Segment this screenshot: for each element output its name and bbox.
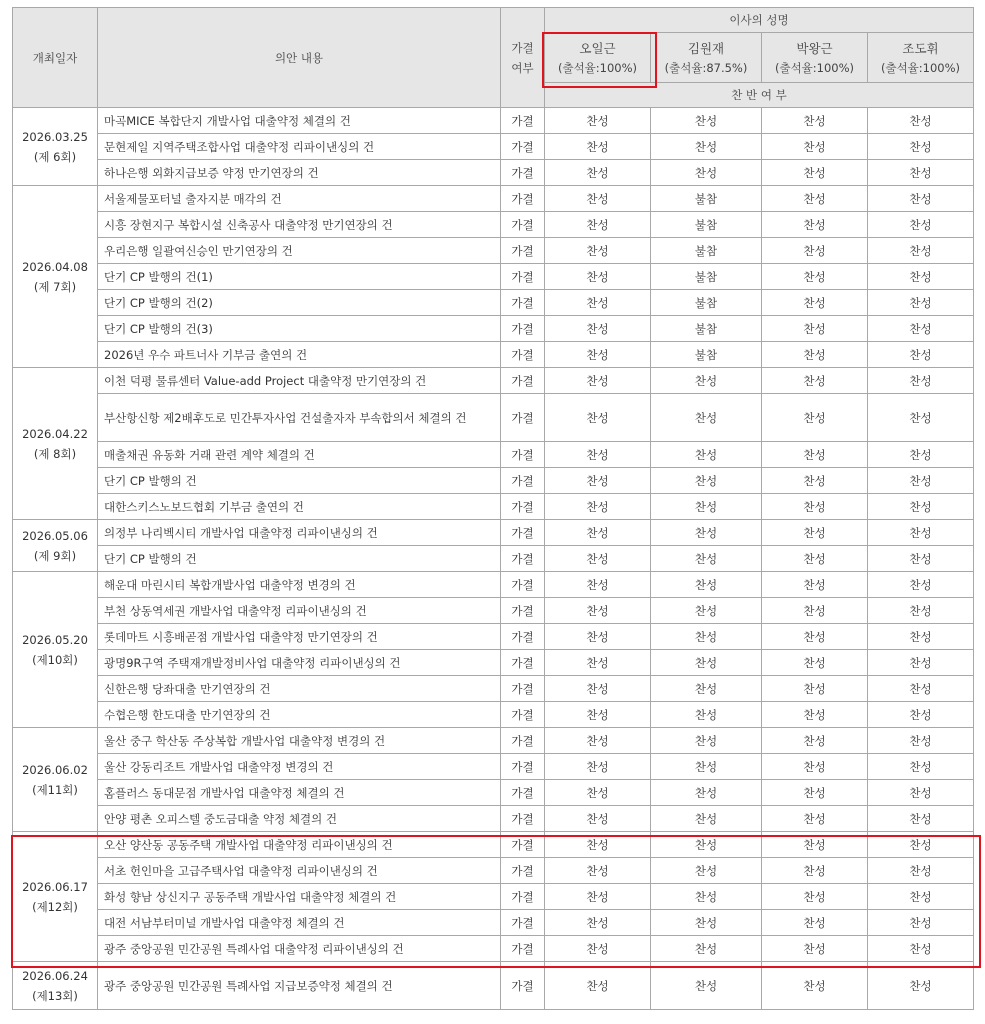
agenda-cell: 대한스키스노보드협회 기부금 출연의 건 bbox=[98, 494, 501, 520]
vote-cell: 찬성 bbox=[868, 962, 974, 1010]
agenda-cell: 우리은행 일괄여신승인 만기연장의 건 bbox=[98, 238, 501, 264]
table-row bbox=[13, 238, 974, 264]
vote-cell: 찬성 bbox=[651, 780, 762, 806]
vote-cell: 찬성 bbox=[762, 702, 868, 728]
vote-cell: 찬성 bbox=[762, 780, 868, 806]
table-row bbox=[13, 884, 974, 910]
result-cell: 가결 bbox=[501, 884, 545, 910]
vote-cell: 찬성 bbox=[762, 572, 868, 598]
meeting-session: (제10회) bbox=[32, 652, 78, 667]
director-attendance: (출석율:100%) bbox=[774, 60, 855, 75]
vote-cell: 찬성 bbox=[762, 676, 868, 702]
agenda-cell: 단기 CP 발행의 건 bbox=[98, 546, 501, 572]
table-row bbox=[13, 728, 974, 754]
vote-cell: 찬성 bbox=[868, 936, 974, 962]
vote-cell: 불참 bbox=[651, 186, 762, 212]
table-row bbox=[13, 290, 974, 316]
vote-cell: 찬성 bbox=[651, 494, 762, 520]
vote-cell: 찬성 bbox=[545, 936, 651, 962]
agenda-cell: 마곡MICE 복합단지 개발사업 대출약정 체결의 건 bbox=[98, 108, 501, 134]
vote-cell: 찬성 bbox=[868, 910, 974, 936]
vote-cell: 찬성 bbox=[545, 134, 651, 160]
director-header bbox=[762, 33, 868, 83]
vote-cell: 찬성 bbox=[545, 186, 651, 212]
vote-cell: 찬성 bbox=[651, 962, 762, 1010]
result-cell: 가결 bbox=[501, 316, 545, 342]
agenda-cell: 홈플러스 동대문점 개발사업 대출약정 체결의 건 bbox=[98, 780, 501, 806]
vote-cell: 찬성 bbox=[651, 394, 762, 442]
vote-cell: 찬성 bbox=[545, 238, 651, 264]
vote-cell: 찬성 bbox=[868, 468, 974, 494]
vote-cell: 찬성 bbox=[868, 442, 974, 468]
meeting-date-cell bbox=[13, 728, 98, 832]
table-row bbox=[13, 572, 974, 598]
meeting-date: 2026.06.02 bbox=[22, 762, 88, 777]
vote-cell: 찬성 bbox=[762, 858, 868, 884]
vote-cell: 찬성 bbox=[545, 598, 651, 624]
table-body bbox=[13, 108, 974, 1010]
agenda-cell: 부천 상동역세권 개발사업 대출약정 리파이낸싱의 건 bbox=[98, 598, 501, 624]
vote-cell: 찬성 bbox=[545, 650, 651, 676]
meeting-date: 2026.03.25 bbox=[22, 129, 88, 144]
table-row bbox=[13, 962, 974, 1010]
header-agenda: 의안 내용 bbox=[98, 8, 501, 108]
meeting-date: 2026.04.22 bbox=[22, 426, 88, 441]
meeting-date-cell bbox=[13, 108, 98, 186]
vote-cell: 찬성 bbox=[545, 910, 651, 936]
agenda-cell: 광명9R구역 주택재개발정비사업 대출약정 리파이낸싱의 건 bbox=[98, 650, 501, 676]
vote-cell: 찬성 bbox=[762, 108, 868, 134]
result-cell: 가결 bbox=[501, 806, 545, 832]
vote-cell: 찬성 bbox=[762, 186, 868, 212]
result-cell: 가결 bbox=[501, 290, 545, 316]
result-cell: 가결 bbox=[501, 598, 545, 624]
header-directors-group: 이사의 성명 bbox=[545, 8, 974, 33]
table-row bbox=[13, 134, 974, 160]
agenda-cell: 서울제물포터널 출자지분 매각의 건 bbox=[98, 186, 501, 212]
vote-cell: 찬성 bbox=[651, 520, 762, 546]
table-row bbox=[13, 650, 974, 676]
vote-cell: 찬성 bbox=[868, 884, 974, 910]
vote-cell: 불참 bbox=[651, 238, 762, 264]
agenda-cell: 수협은행 한도대출 만기연장의 건 bbox=[98, 702, 501, 728]
table-row bbox=[13, 186, 974, 212]
vote-cell: 찬성 bbox=[868, 134, 974, 160]
table-row bbox=[13, 910, 974, 936]
agenda-cell: 안양 평촌 오피스텔 중도금대출 약정 체결의 건 bbox=[98, 806, 501, 832]
agenda-cell: 매출채권 유동화 거래 관련 계약 체결의 건 bbox=[98, 442, 501, 468]
vote-cell: 찬성 bbox=[762, 650, 868, 676]
vote-cell: 찬성 bbox=[762, 316, 868, 342]
result-cell: 가결 bbox=[501, 728, 545, 754]
table-row bbox=[13, 108, 974, 134]
agenda-cell: 대전 서남부터미널 개발사업 대출약정 체결의 건 bbox=[98, 910, 501, 936]
result-cell: 가결 bbox=[501, 108, 545, 134]
vote-cell: 찬성 bbox=[868, 546, 974, 572]
vote-cell: 찬성 bbox=[868, 728, 974, 754]
vote-cell: 찬성 bbox=[651, 702, 762, 728]
vote-cell: 찬성 bbox=[545, 884, 651, 910]
board-resolution-table bbox=[12, 7, 974, 1010]
vote-cell: 찬성 bbox=[868, 858, 974, 884]
table-row bbox=[13, 316, 974, 342]
vote-cell: 찬성 bbox=[868, 394, 974, 442]
vote-cell: 찬성 bbox=[651, 572, 762, 598]
vote-cell: 찬성 bbox=[651, 728, 762, 754]
result-cell: 가결 bbox=[501, 624, 545, 650]
vote-cell: 찬성 bbox=[651, 858, 762, 884]
vote-cell: 찬성 bbox=[762, 494, 868, 520]
vote-cell: 찬성 bbox=[762, 134, 868, 160]
vote-cell: 찬성 bbox=[762, 624, 868, 650]
result-cell: 가결 bbox=[501, 212, 545, 238]
vote-cell: 찬성 bbox=[545, 468, 651, 494]
vote-cell: 찬성 bbox=[545, 342, 651, 368]
header-result-line1: 가결 bbox=[511, 40, 534, 55]
vote-cell: 찬성 bbox=[545, 754, 651, 780]
agenda-cell: 신한은행 당좌대출 만기연장의 건 bbox=[98, 676, 501, 702]
result-cell: 가결 bbox=[501, 468, 545, 494]
meeting-session: (제 9회) bbox=[33, 548, 77, 563]
vote-cell: 찬성 bbox=[762, 160, 868, 186]
director-header bbox=[545, 33, 651, 83]
meeting-date: 2026.04.08 bbox=[22, 259, 88, 274]
vote-cell: 찬성 bbox=[651, 650, 762, 676]
result-cell: 가결 bbox=[501, 702, 545, 728]
result-cell: 가결 bbox=[501, 494, 545, 520]
vote-cell: 불참 bbox=[651, 212, 762, 238]
vote-cell: 찬성 bbox=[762, 342, 868, 368]
table-row bbox=[13, 936, 974, 962]
agenda-cell: 단기 CP 발행의 건 bbox=[98, 468, 501, 494]
vote-cell: 찬성 bbox=[651, 884, 762, 910]
agenda-cell: 광주 중앙공원 민간공원 특례사업 지급보증약정 체결의 건 bbox=[98, 962, 501, 1010]
meeting-date-cell bbox=[13, 186, 98, 368]
header-result-line2: 여부 bbox=[511, 60, 534, 75]
agenda-cell: 단기 CP 발행의 건(2) bbox=[98, 290, 501, 316]
result-cell: 가결 bbox=[501, 134, 545, 160]
table-row bbox=[13, 160, 974, 186]
vote-cell: 찬성 bbox=[762, 212, 868, 238]
vote-cell: 찬성 bbox=[868, 160, 974, 186]
vote-cell: 찬성 bbox=[868, 650, 974, 676]
result-cell: 가결 bbox=[501, 238, 545, 264]
vote-cell: 찬성 bbox=[868, 238, 974, 264]
vote-cell: 찬성 bbox=[545, 442, 651, 468]
vote-cell: 찬성 bbox=[868, 494, 974, 520]
meeting-date: 2026.05.06 bbox=[22, 528, 88, 543]
agenda-cell: 화성 향남 상신지구 공동주택 개발사업 대출약정 체결의 건 bbox=[98, 884, 501, 910]
result-cell: 가결 bbox=[501, 910, 545, 936]
director-header bbox=[651, 33, 762, 83]
meeting-session: (제 8회) bbox=[33, 446, 77, 461]
table-row bbox=[13, 754, 974, 780]
meeting-date: 2026.05.20 bbox=[22, 632, 88, 647]
vote-cell: 찬성 bbox=[545, 806, 651, 832]
header-vote-group: 찬 반 여 부 bbox=[545, 83, 974, 108]
vote-cell: 찬성 bbox=[762, 754, 868, 780]
vote-cell: 찬성 bbox=[762, 728, 868, 754]
vote-cell: 찬성 bbox=[651, 936, 762, 962]
vote-cell: 찬성 bbox=[545, 290, 651, 316]
vote-cell: 찬성 bbox=[762, 806, 868, 832]
vote-cell: 찬성 bbox=[545, 368, 651, 394]
meeting-session: (제 7회) bbox=[33, 279, 77, 294]
director-name: 오일근 bbox=[579, 40, 616, 56]
director-name: 박왕근 bbox=[796, 40, 833, 56]
table-row bbox=[13, 624, 974, 650]
vote-cell: 찬성 bbox=[762, 520, 868, 546]
table-row bbox=[13, 468, 974, 494]
vote-cell: 찬성 bbox=[762, 264, 868, 290]
meeting-date: 2026.06.17 bbox=[22, 879, 88, 894]
vote-cell: 찬성 bbox=[762, 962, 868, 1010]
vote-cell: 찬성 bbox=[762, 546, 868, 572]
vote-cell: 찬성 bbox=[651, 546, 762, 572]
vote-cell: 찬성 bbox=[868, 780, 974, 806]
vote-cell: 찬성 bbox=[545, 520, 651, 546]
vote-cell: 찬성 bbox=[762, 368, 868, 394]
header-result bbox=[501, 8, 545, 108]
meeting-date-cell bbox=[13, 520, 98, 572]
table-row bbox=[13, 702, 974, 728]
vote-cell: 찬성 bbox=[868, 368, 974, 394]
meeting-date: 2026.06.24 bbox=[22, 968, 88, 983]
table-row bbox=[13, 368, 974, 394]
result-cell: 가결 bbox=[501, 858, 545, 884]
meeting-session: (제11회) bbox=[32, 782, 78, 797]
result-cell: 가결 bbox=[501, 394, 545, 442]
vote-cell: 찬성 bbox=[868, 290, 974, 316]
agenda-cell: 오산 양산동 공동주택 개발사업 대출약정 리파이낸싱의 건 bbox=[98, 832, 501, 858]
vote-cell: 찬성 bbox=[651, 368, 762, 394]
table-row bbox=[13, 858, 974, 884]
vote-cell: 찬성 bbox=[762, 598, 868, 624]
result-cell: 가결 bbox=[501, 936, 545, 962]
vote-cell: 찬성 bbox=[651, 598, 762, 624]
result-cell: 가결 bbox=[501, 832, 545, 858]
vote-cell: 찬성 bbox=[651, 468, 762, 494]
vote-cell: 찬성 bbox=[545, 212, 651, 238]
vote-cell: 찬성 bbox=[651, 624, 762, 650]
vote-cell: 찬성 bbox=[868, 676, 974, 702]
agenda-cell: 서초 헌인마을 고급주택사업 대출약정 리파이낸싱의 건 bbox=[98, 858, 501, 884]
result-cell: 가결 bbox=[501, 962, 545, 1010]
vote-cell: 찬성 bbox=[545, 494, 651, 520]
vote-cell: 찬성 bbox=[545, 832, 651, 858]
director-attendance: (출석율:100%) bbox=[557, 60, 638, 75]
result-cell: 가결 bbox=[501, 572, 545, 598]
vote-cell: 찬성 bbox=[868, 702, 974, 728]
agenda-cell: 단기 CP 발행의 건(3) bbox=[98, 316, 501, 342]
result-cell: 가결 bbox=[501, 754, 545, 780]
meeting-session: (제12회) bbox=[32, 899, 78, 914]
agenda-cell: 부산항신항 제2배후도로 민간투자사업 건설출자자 부속합의서 체결의 건 bbox=[98, 394, 501, 442]
result-cell: 가결 bbox=[501, 520, 545, 546]
vote-cell: 찬성 bbox=[868, 342, 974, 368]
vote-cell: 찬성 bbox=[651, 910, 762, 936]
table-row bbox=[13, 442, 974, 468]
vote-cell: 찬성 bbox=[651, 108, 762, 134]
vote-cell: 찬성 bbox=[868, 212, 974, 238]
agenda-cell: 2026년 우수 파트너사 기부금 출연의 건 bbox=[98, 342, 501, 368]
vote-cell: 찬성 bbox=[868, 754, 974, 780]
result-cell: 가결 bbox=[501, 780, 545, 806]
vote-cell: 찬성 bbox=[651, 160, 762, 186]
vote-cell: 찬성 bbox=[651, 676, 762, 702]
agenda-cell: 울산 강동리조트 개발사업 대출약정 변경의 건 bbox=[98, 754, 501, 780]
meeting-date-cell bbox=[13, 962, 98, 1010]
result-cell: 가결 bbox=[501, 546, 545, 572]
table-row bbox=[13, 394, 974, 442]
result-cell: 가결 bbox=[501, 442, 545, 468]
vote-cell: 찬성 bbox=[762, 910, 868, 936]
vote-cell: 찬성 bbox=[545, 702, 651, 728]
meeting-date-cell bbox=[13, 368, 98, 520]
vote-cell: 찬성 bbox=[651, 134, 762, 160]
agenda-cell: 시흥 장현지구 복합시설 신축공사 대출약정 만기연장의 건 bbox=[98, 212, 501, 238]
meeting-session: (제13회) bbox=[32, 988, 78, 1003]
table-row bbox=[13, 520, 974, 546]
agenda-cell: 롯데마트 시흥배곧점 개발사업 대출약정 만기연장의 건 bbox=[98, 624, 501, 650]
result-cell: 가결 bbox=[501, 650, 545, 676]
vote-cell: 찬성 bbox=[651, 754, 762, 780]
table-row bbox=[13, 806, 974, 832]
agenda-cell: 단기 CP 발행의 건(1) bbox=[98, 264, 501, 290]
vote-cell: 찬성 bbox=[545, 676, 651, 702]
vote-cell: 찬성 bbox=[545, 624, 651, 650]
table-row bbox=[13, 780, 974, 806]
vote-cell: 찬성 bbox=[762, 468, 868, 494]
header-date: 개최일자 bbox=[13, 8, 98, 108]
vote-cell: 찬성 bbox=[868, 624, 974, 650]
director-header bbox=[868, 33, 974, 83]
vote-cell: 불참 bbox=[651, 316, 762, 342]
table-row bbox=[13, 676, 974, 702]
result-cell: 가결 bbox=[501, 342, 545, 368]
vote-cell: 찬성 bbox=[545, 728, 651, 754]
result-cell: 가결 bbox=[501, 676, 545, 702]
table-row bbox=[13, 494, 974, 520]
agenda-cell: 하나은행 외화지급보증 약정 만기연장의 건 bbox=[98, 160, 501, 186]
agenda-cell: 의정부 나리벡시티 개발사업 대출약정 리파이낸싱의 건 bbox=[98, 520, 501, 546]
agenda-cell: 광주 중앙공원 민간공원 특례사업 대출약정 리파이낸싱의 건 bbox=[98, 936, 501, 962]
table-row bbox=[13, 598, 974, 624]
meeting-date-cell bbox=[13, 832, 98, 962]
vote-cell: 찬성 bbox=[545, 962, 651, 1010]
vote-cell: 찬성 bbox=[868, 572, 974, 598]
vote-cell: 찬성 bbox=[545, 394, 651, 442]
agenda-cell: 해운대 마린시티 복합개발사업 대출약정 변경의 건 bbox=[98, 572, 501, 598]
vote-cell: 찬성 bbox=[762, 936, 868, 962]
result-cell: 가결 bbox=[501, 186, 545, 212]
vote-cell: 찬성 bbox=[651, 832, 762, 858]
result-cell: 가결 bbox=[501, 160, 545, 186]
table-row bbox=[13, 546, 974, 572]
vote-cell: 찬성 bbox=[545, 858, 651, 884]
vote-cell: 찬성 bbox=[762, 394, 868, 442]
director-attendance: (출석율:100%) bbox=[880, 60, 961, 75]
vote-cell: 찬성 bbox=[868, 264, 974, 290]
vote-cell: 찬성 bbox=[762, 290, 868, 316]
vote-cell: 불참 bbox=[651, 264, 762, 290]
vote-cell: 찬성 bbox=[868, 186, 974, 212]
vote-cell: 찬성 bbox=[545, 316, 651, 342]
director-name: 조도휘 bbox=[902, 40, 939, 56]
vote-cell: 찬성 bbox=[545, 264, 651, 290]
vote-cell: 찬성 bbox=[868, 598, 974, 624]
vote-cell: 찬성 bbox=[762, 884, 868, 910]
vote-cell: 찬성 bbox=[762, 832, 868, 858]
vote-cell: 찬성 bbox=[545, 160, 651, 186]
agenda-cell: 문현제일 지역주택조합사업 대출약정 리파이낸싱의 건 bbox=[98, 134, 501, 160]
result-cell: 가결 bbox=[501, 264, 545, 290]
result-cell: 가결 bbox=[501, 368, 545, 394]
vote-cell: 찬성 bbox=[868, 316, 974, 342]
vote-cell: 찬성 bbox=[868, 108, 974, 134]
vote-cell: 찬성 bbox=[545, 780, 651, 806]
vote-cell: 찬성 bbox=[545, 108, 651, 134]
agenda-cell: 이천 덕평 물류센터 Value-add Project 대출약정 만기연장의 건 bbox=[98, 368, 501, 394]
table-row bbox=[13, 342, 974, 368]
meeting-session: (제 6회) bbox=[33, 149, 77, 164]
vote-cell: 찬성 bbox=[868, 832, 974, 858]
table-row bbox=[13, 264, 974, 290]
table-row bbox=[13, 832, 974, 858]
director-attendance: (출석율:87.5%) bbox=[664, 60, 748, 75]
vote-cell: 찬성 bbox=[651, 806, 762, 832]
vote-cell: 찬성 bbox=[545, 572, 651, 598]
vote-cell: 찬성 bbox=[651, 442, 762, 468]
vote-cell: 찬성 bbox=[762, 238, 868, 264]
table-row bbox=[13, 212, 974, 238]
vote-cell: 찬성 bbox=[762, 442, 868, 468]
vote-cell: 찬성 bbox=[545, 546, 651, 572]
meeting-date-cell bbox=[13, 572, 98, 728]
vote-cell: 찬성 bbox=[868, 806, 974, 832]
agenda-cell: 울산 중구 학산동 주상복합 개발사업 대출약정 변경의 건 bbox=[98, 728, 501, 754]
vote-cell: 불참 bbox=[651, 342, 762, 368]
vote-cell: 불참 bbox=[651, 290, 762, 316]
vote-cell: 찬성 bbox=[868, 520, 974, 546]
director-name: 김원재 bbox=[687, 40, 725, 56]
